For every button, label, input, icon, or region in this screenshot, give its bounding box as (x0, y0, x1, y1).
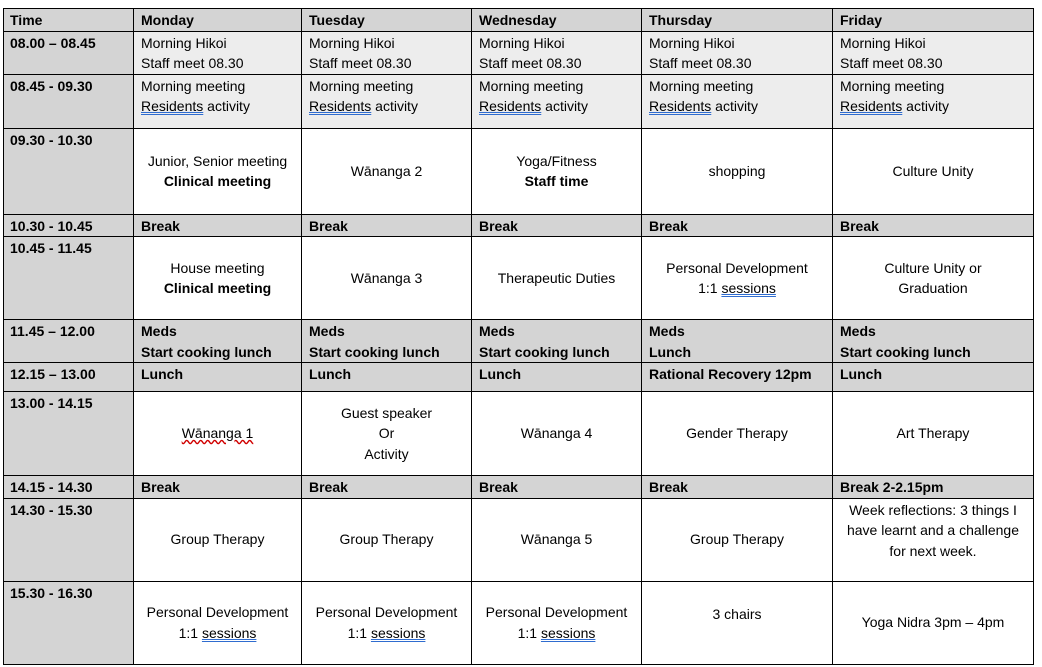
lunch-cell: Lunch (472, 363, 642, 392)
table-row (4, 214, 1034, 237)
schedule-cell: Morning Hikoi Staff meet 08.30 (642, 31, 833, 74)
schedule-cell: Group Therapy (642, 498, 833, 581)
table-row (4, 392, 1034, 476)
lunch-cell: Lunch (134, 363, 302, 392)
time-slot: 12.15 – 13.00 (4, 363, 134, 392)
break-cell: Break (833, 214, 1034, 237)
lunch-cell: Rational Recovery 12pm (642, 363, 833, 392)
break-cell: Break (302, 476, 472, 499)
schedule-cell: Morning meeting Residents activity (134, 74, 302, 128)
meds-cell: Meds Lunch (642, 320, 833, 363)
schedule-cell: Personal Development 1:1 sessions (642, 237, 833, 320)
time-slot: 10.45 - 11.45 (4, 237, 134, 320)
schedule-cell: Group Therapy (302, 498, 472, 581)
schedule-cell: Therapeutic Duties (472, 237, 642, 320)
schedule-cell: Personal Development 1:1 sessions (472, 581, 642, 664)
table-row (4, 31, 1034, 74)
schedule-cell: Wānanga 5 (472, 498, 642, 581)
table-row (4, 363, 1034, 392)
schedule-cell: Wānanga 3 (302, 237, 472, 320)
break-cell: Break (134, 214, 302, 237)
lunch-cell: Lunch (302, 363, 472, 392)
schedule-cell: Wānanga 1 (134, 392, 302, 476)
break-cell: Break 2-2.15pm (833, 476, 1034, 499)
schedule-cell: House meeting Clinical meeting (134, 237, 302, 320)
schedule-cell: Yoga/Fitness Staff time (472, 128, 642, 214)
schedule-cell: Morning Hikoi Staff meet 08.30 (302, 31, 472, 74)
time-slot: 11.45 – 12.00 (4, 320, 134, 363)
table-row (4, 320, 1034, 363)
table-row (4, 498, 1034, 581)
break-cell: Break (642, 476, 833, 499)
break-cell: Break (472, 214, 642, 237)
schedule-cell: Gender Therapy (642, 392, 833, 476)
table-row (4, 128, 1034, 214)
schedule-cell: Wānanga 2 (302, 128, 472, 214)
schedule-cell: Culture Unity (833, 128, 1034, 214)
day-header-friday: Friday (833, 9, 1034, 32)
schedule-cell: Art Therapy (833, 392, 1034, 476)
day-header-tuesday: Tuesday (302, 9, 472, 32)
header-row (4, 9, 1034, 32)
table-row (4, 74, 1034, 128)
schedule-cell: Culture Unity or Graduation (833, 237, 1034, 320)
time-slot: 09.30 - 10.30 (4, 128, 134, 214)
schedule-cell: Morning Hikoi Staff meet 08.30 (472, 31, 642, 74)
break-cell: Break (302, 214, 472, 237)
day-header-wednesday: Wednesday (472, 9, 642, 32)
time-slot: 08.45 - 09.30 (4, 74, 134, 128)
lunch-cell: Lunch (833, 363, 1034, 392)
schedule-cell: Personal Development 1:1 sessions (134, 581, 302, 664)
table-row (4, 581, 1034, 664)
time-slot: 13.00 - 14.15 (4, 392, 134, 476)
schedule-cell: 3 chairs (642, 581, 833, 664)
schedule-cell: Morning meeting Residents activity (833, 74, 1034, 128)
schedule-cell: Yoga Nidra 3pm – 4pm (833, 581, 1034, 664)
time-slot: 14.15 - 14.30 (4, 476, 134, 499)
table-row (4, 237, 1034, 320)
time-slot: 14.30 - 15.30 (4, 498, 134, 581)
schedule-cell: Wānanga 4 (472, 392, 642, 476)
schedule-cell: Morning Hikoi Staff meet 08.30 (833, 31, 1034, 74)
break-cell: Break (472, 476, 642, 499)
schedule-cell: shopping (642, 128, 833, 214)
timetable (3, 8, 1034, 665)
meds-cell: Meds Start cooking lunch (302, 320, 472, 363)
schedule-cell: Junior, Senior meeting Clinical meeting (134, 128, 302, 214)
schedule-cell: Guest speaker Or Activity (302, 392, 472, 476)
time-header: Time (4, 9, 134, 32)
day-header-monday: Monday (134, 9, 302, 32)
table-row (4, 476, 1034, 499)
day-header-thursday: Thursday (642, 9, 833, 32)
schedule-cell: Group Therapy (134, 498, 302, 581)
meds-cell: Meds Start cooking lunch (134, 320, 302, 363)
schedule-cell: Morning meeting Residents activity (472, 74, 642, 128)
break-cell: Break (134, 476, 302, 499)
meds-cell: Meds Start cooking lunch (472, 320, 642, 363)
meds-cell: Meds Start cooking lunch (833, 320, 1034, 363)
time-slot: 15.30 - 16.30 (4, 581, 134, 664)
schedule-cell: Morning meeting Residents activity (302, 74, 472, 128)
schedule-cell: Morning Hikoi Staff meet 08.30 (134, 31, 302, 74)
schedule-cell: Week reflections: 3 things I have learnt and a challenge for next week. (833, 498, 1034, 581)
schedule-cell: Morning meeting Residents activity (642, 74, 833, 128)
time-slot: 08.00 – 08.45 (4, 31, 134, 74)
schedule-cell: Personal Development 1:1 sessions (302, 581, 472, 664)
time-slot: 10.30 - 10.45 (4, 214, 134, 237)
break-cell: Break (642, 214, 833, 237)
